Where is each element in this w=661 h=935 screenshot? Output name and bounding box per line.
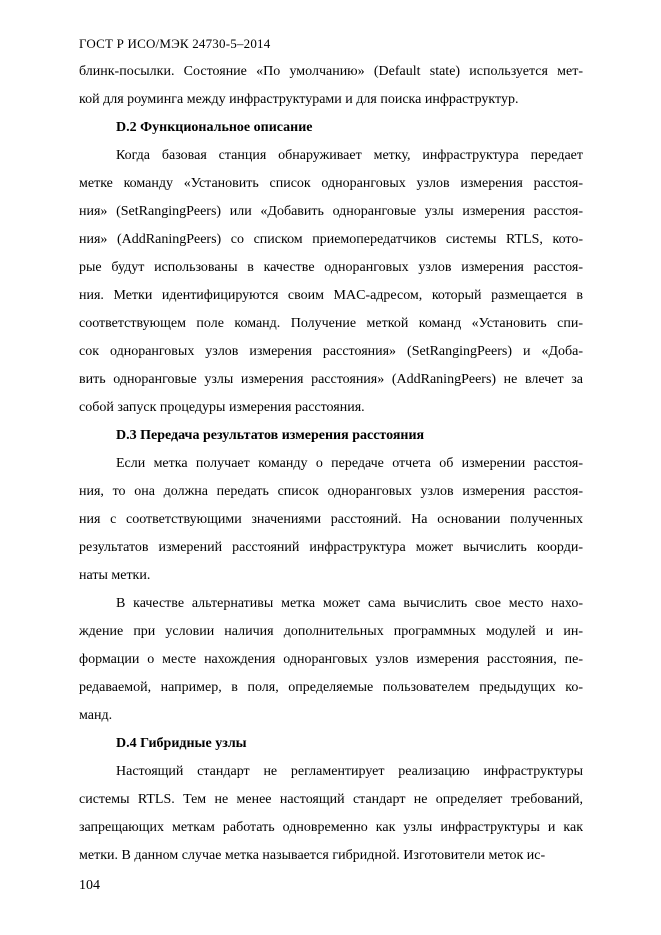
text-line: ждение при условии наличия дополнительных программных модулей и ин- [79, 624, 583, 639]
paragraph-continuation [79, 58, 583, 114]
document-header: ГОСТ Р ИСО/МЭК 24730-5–2014 [79, 36, 271, 51]
section-heading-d3: D.3 Передача результатов измерения расстояния [116, 428, 425, 443]
text-line: метке команду «Установить список одноранговых узлов измерения расстоя- [79, 176, 583, 191]
paragraph-d3-ranging-results-1 [79, 450, 583, 590]
text-line: сок одноранговых узлов измерения расстояния» (SetRangingPeers) и «Доба- [79, 344, 583, 359]
text-line: манд. [79, 708, 113, 723]
text-line: кой для роуминга между инфраструктурами и для поиска инфраструктур. [79, 92, 519, 107]
text-line: собой запуск процедуры измерения расстояния. [79, 400, 365, 415]
text-line: ния» (SetRangingPeers) или «Добавить одноранговые узлы измерения расстоя- [79, 204, 583, 219]
paragraph-d2-functional-description [79, 142, 583, 422]
section-heading-d4: D.4 Гибридные узлы [116, 736, 247, 751]
document-body [79, 58, 583, 870]
text-line: Когда базовая станция обнаруживает метку, инфраструктура передает [116, 148, 583, 163]
text-line: редаваемой, например, в поля, определяемые пользователем предыдущих ко- [79, 680, 583, 695]
text-line: блинк-посылки. Состояние «По умолчанию» (Default state) используется мет- [79, 64, 583, 79]
text-line: рые будут использованы в качестве одноранговых узлов измерения расстоя- [79, 260, 583, 275]
text-line: системы RTLS. Тем не менее настоящий стандарт не определяет требований, [79, 792, 583, 807]
text-line: Если метка получает команду о передаче отчета об измерении расстоя- [116, 456, 583, 471]
text-line: ния с соответствующими значениями расстояний. На основании полученных [79, 512, 583, 527]
text-line: вить одноранговые узлы измерения расстояния» (AddRaningPeers) не влечет за [79, 372, 583, 387]
paragraph-d4-hybrid-nodes [79, 758, 583, 870]
text-line: наты метки. [79, 568, 151, 583]
text-line: результатов измерений расстояний инфраструктура может вычислить коорди- [79, 540, 583, 555]
text-line: ния, то она должна передать список одноранговых узлов измерения расстоя- [79, 484, 583, 499]
text-line: В качестве альтернативы метка может сама вычислить свое место нахо- [116, 596, 583, 611]
text-line: ния» (AddRaningPeers) со списком приемопередатчиков системы RTLS, кото- [79, 232, 583, 247]
paragraph-d3-ranging-results-2 [79, 590, 583, 730]
text-line: запрещающих меткам работать одновременно как узлы инфраструктуры и как [79, 820, 583, 835]
text-line: метки. В данном случае метка называется гибридной. Изготовители меток ис- [79, 848, 546, 863]
text-line: формации о месте нахождения одноранговых узлов измерения расстояния, пе- [79, 652, 583, 667]
text-line: ния. Метки идентифицируются своим MAC-адресом, который размещается в [79, 288, 583, 303]
text-line: Настоящий стандарт не регламентирует реализацию инфраструктуры [116, 764, 583, 779]
text-line: соответствующем поле команд. Получение меткой команд «Установить спи- [79, 316, 583, 331]
section-heading-d2: D.2 Функциональное описание [116, 120, 313, 135]
page-number: 104 [79, 878, 100, 893]
